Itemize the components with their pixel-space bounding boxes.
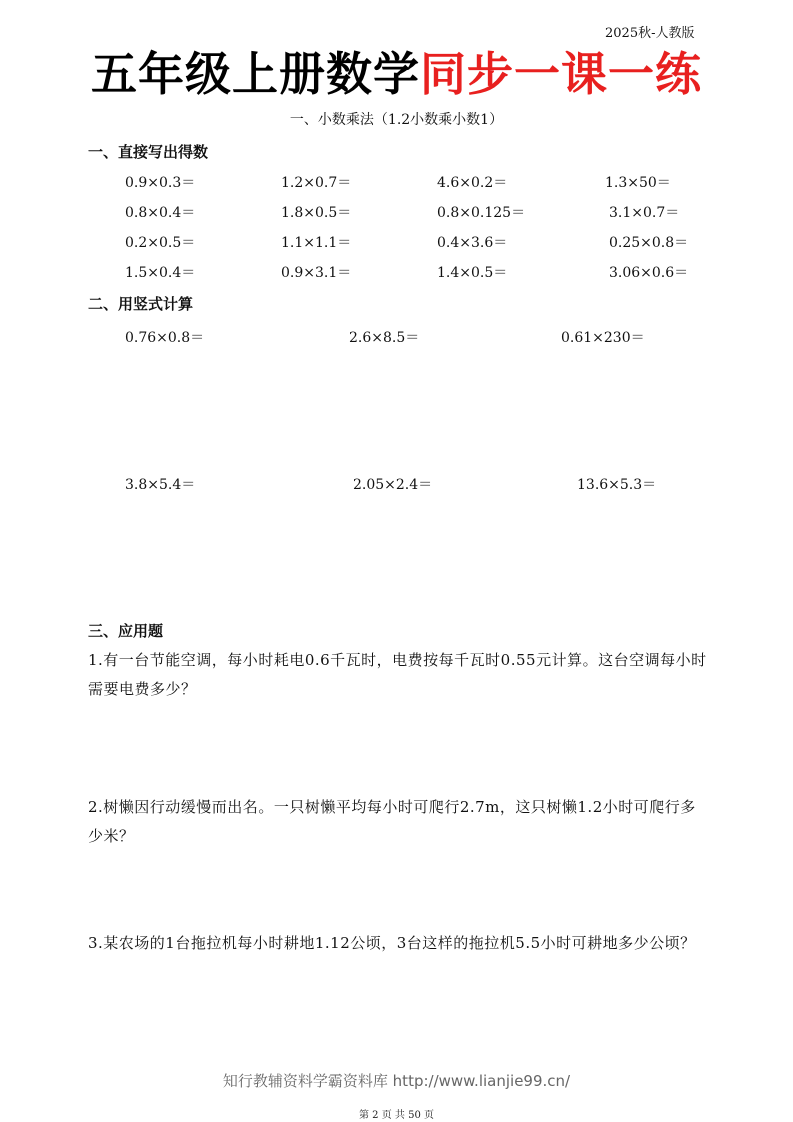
- oral-calc-item: 0.8×0.4＝: [125, 205, 196, 221]
- vertical-calc-item: 2.6×8.5＝: [349, 330, 420, 346]
- oral-calc-item: 3.1×0.7＝: [609, 205, 680, 221]
- edition-label: 2025秋-人教版: [605, 26, 695, 41]
- vertical-calc-item: 3.8×5.4＝: [125, 477, 196, 493]
- oral-calc-item: 0.25×0.8＝: [609, 235, 689, 251]
- oral-calc-item: 0.9×0.3＝: [125, 175, 196, 191]
- section1-heading: 一、直接写出得数: [88, 143, 209, 161]
- word-problem-2: 2.树懒因行动缓慢而出名。一只树懒平均每小时可爬行2.7m，这只树懒1.2小时可爬行多少米？: [88, 798, 696, 845]
- oral-calc-item: 1.8×0.5＝: [281, 205, 352, 221]
- vertical-calc-item: 0.61×230＝: [561, 330, 645, 346]
- word-problem-1: 1.有一台节能空调，每小时耗电0.6千瓦时，电费按每千瓦时0.55元计算。这台空调每小时需要电费多少？: [88, 651, 707, 698]
- vertical-calc-item: 2.05×2.4＝: [353, 477, 433, 493]
- section3-heading: 三、应用题: [88, 622, 164, 640]
- oral-calc-item: 0.4×3.6＝: [437, 235, 508, 251]
- page-title: [0, 44, 793, 104]
- vertical-calc-item: 0.76×0.8＝: [125, 330, 205, 346]
- oral-calc-item: 1.1×1.1＝: [281, 235, 352, 251]
- oral-calc-item: 1.5×0.4＝: [125, 265, 196, 281]
- title-black-part: 五年级上册数学: [91, 47, 420, 101]
- watermark-link[interactable]: 知行教辅资料学霸资料库 http://www.lianjie99.cn/: [222, 1072, 571, 1090]
- oral-calc-item: 0.8×0.125＝: [437, 205, 526, 221]
- vertical-calc-item: 13.6×5.3＝: [577, 477, 657, 493]
- oral-calc-item: 0.2×0.5＝: [125, 235, 196, 251]
- section2-heading: 二、用竖式计算: [88, 295, 194, 313]
- oral-calc-item: 4.6×0.2＝: [437, 175, 508, 191]
- title-red-part: 同步一课一练: [420, 47, 702, 101]
- oral-calc-item: 3.06×0.6＝: [609, 265, 689, 281]
- word-problem-3: 3.某农场的1台拖拉机每小时耕地1.12公顷，3台这样的拖拉机5.5小时可耕地多少公顷？: [88, 934, 696, 952]
- oral-calc-item: 1.2×0.7＝: [281, 175, 352, 191]
- page-number: 第 2 页 共 50 页: [359, 1110, 434, 1121]
- lesson-subtitle: 一、小数乘法（1.2小数乘小数1）: [289, 112, 504, 128]
- oral-calc-item: 1.4×0.5＝: [437, 265, 508, 281]
- oral-calc-item: 1.3×50＝: [605, 175, 671, 191]
- oral-calc-item: 0.9×3.1＝: [281, 265, 352, 281]
